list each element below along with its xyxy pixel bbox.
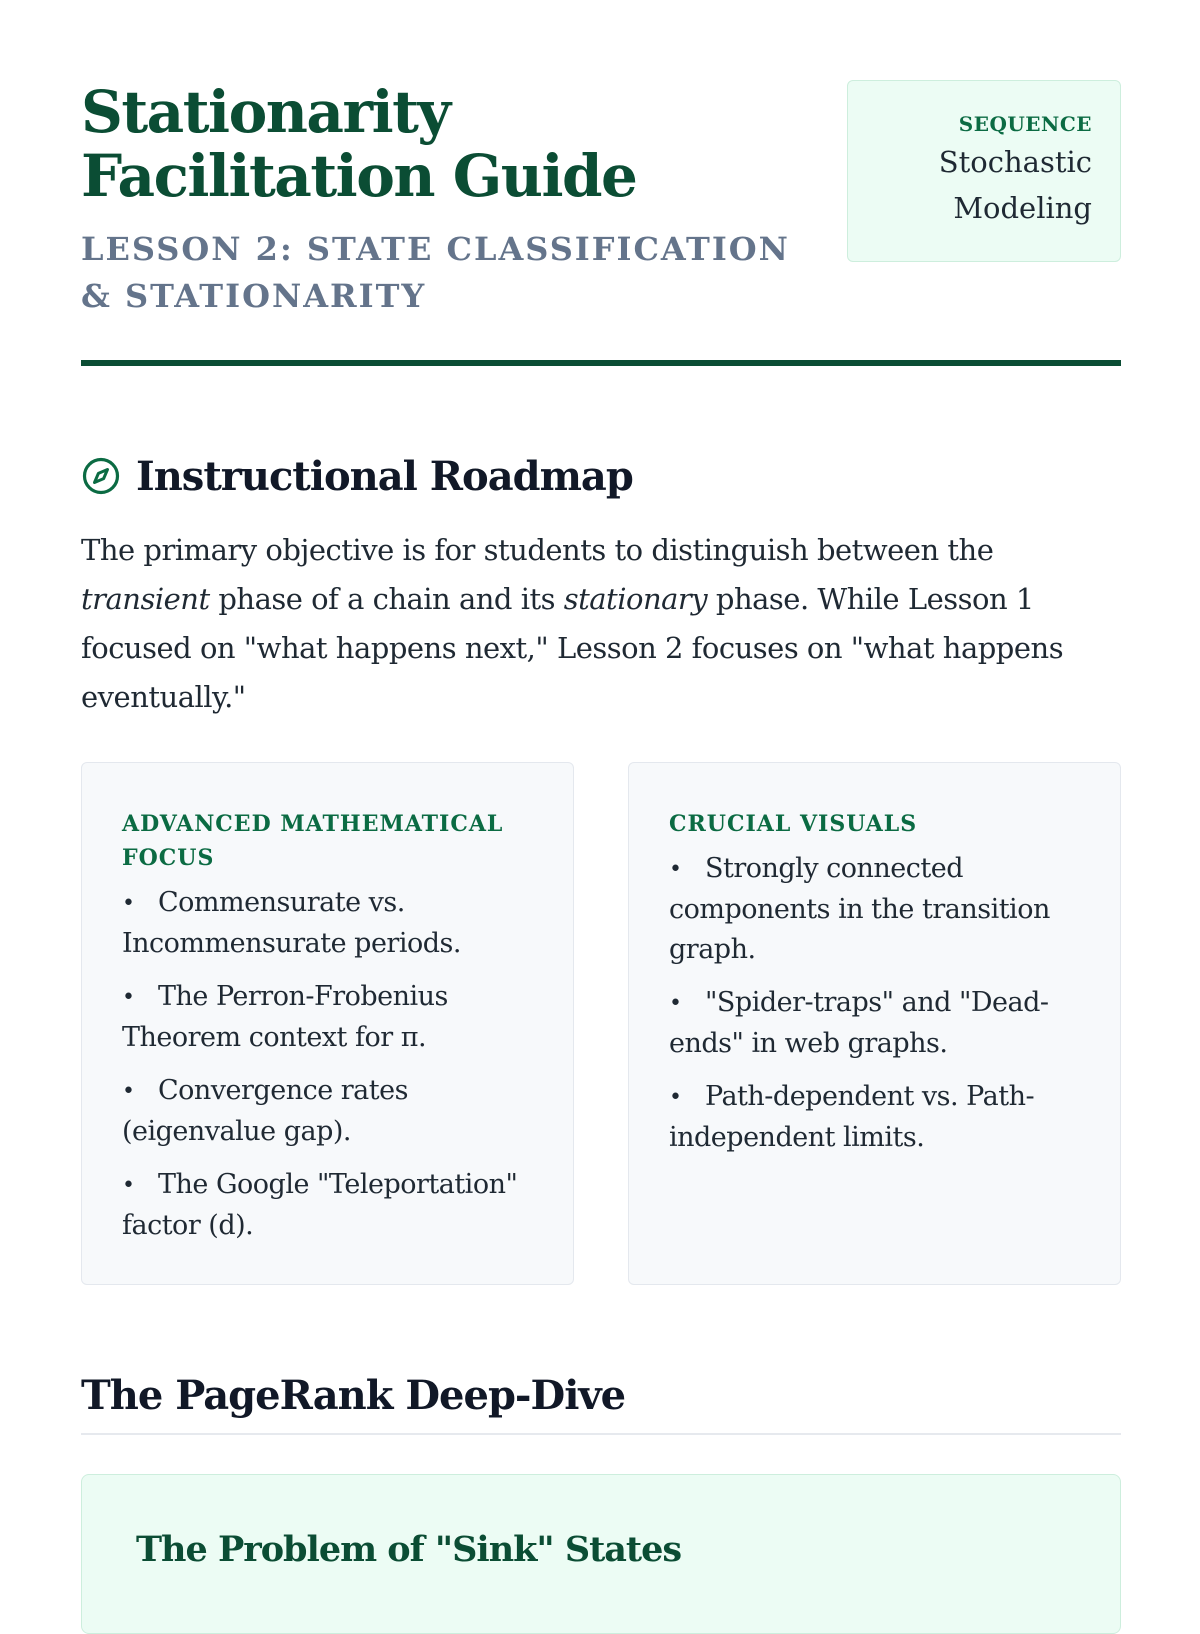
list-item-text: The Perron-Frobenius Theorem context for π.: [122, 981, 448, 1053]
roadmap-title: Instructional Roadmap: [136, 452, 633, 500]
list-item-text: Strongly connected components in the transition graph.: [669, 853, 1050, 965]
math-focus-list: [122, 883, 533, 1246]
intro-text-3: phase. While Lesson 1 focused on "what happens next," Lesson 2 focuses on "what happens eventually.": [81, 582, 1064, 714]
sequence-badge: [847, 80, 1121, 262]
bullet-icon: •: [669, 991, 682, 1016]
list-item: [122, 1071, 533, 1152]
roadmap-intro: [81, 526, 1121, 722]
list-item-text: "Spider-traps" and "Dead-ends" in web graphs.: [669, 987, 1049, 1059]
page-subtitle: LESSON 2: STATE CLASSIFICATION & STATIONARITY: [81, 230, 790, 315]
crucial-visuals-title: CRUCIAL VISUALS: [669, 811, 918, 837]
crucial-visuals-card: [628, 762, 1121, 1285]
list-item: [669, 849, 1080, 970]
list-item: [122, 1165, 533, 1246]
list-item-text: The Google "Teleportation" factor (d).: [122, 1169, 518, 1241]
math-focus-title: ADVANCED MATHEMATICAL FOCUS: [122, 811, 504, 871]
intro-emphasis-transient: transient: [81, 582, 210, 616]
bullet-icon: •: [669, 857, 682, 882]
bullet-icon: •: [122, 985, 135, 1010]
list-item-text: Path-dependent vs. Path-independent limits.: [669, 1081, 1035, 1153]
list-item: [122, 883, 533, 964]
header-divider: [81, 360, 1121, 366]
guide-header: [81, 80, 1121, 370]
compass-icon: [81, 456, 121, 496]
intro-emphasis-stationary: stationary: [563, 582, 708, 616]
sequence-value: Stochastic Modeling: [938, 145, 1092, 225]
list-item: [669, 1077, 1080, 1158]
sequence-label: SEQUENCE: [958, 112, 1092, 136]
list-item-text: Commensurate vs. Incommensurate periods.: [122, 887, 461, 959]
page-title: Stationarity Facilitation Guide: [81, 78, 637, 210]
intro-text-2: phase of a chain and its: [209, 582, 564, 616]
intro-text-1: The primary objective is for students to distinguish between the: [81, 533, 994, 567]
crucial-visuals-list: [669, 849, 1080, 1158]
list-item: [122, 977, 533, 1058]
bullet-icon: •: [122, 1173, 135, 1198]
bullet-icon: •: [122, 1079, 135, 1104]
section-divider: [81, 1433, 1121, 1435]
sink-states-callout: [81, 1474, 1121, 1634]
roadmap-heading: [81, 448, 633, 504]
list-item: [669, 983, 1080, 1064]
list-item-text: Convergence rates (eigenvalue gap).: [122, 1075, 408, 1147]
sink-states-title: The Problem of "Sink" States: [136, 1529, 682, 1570]
pagerank-heading: The PageRank Deep-Dive: [81, 1372, 626, 1419]
bullet-icon: •: [122, 891, 135, 916]
bullet-icon: •: [669, 1085, 682, 1110]
math-focus-card: [81, 762, 574, 1285]
